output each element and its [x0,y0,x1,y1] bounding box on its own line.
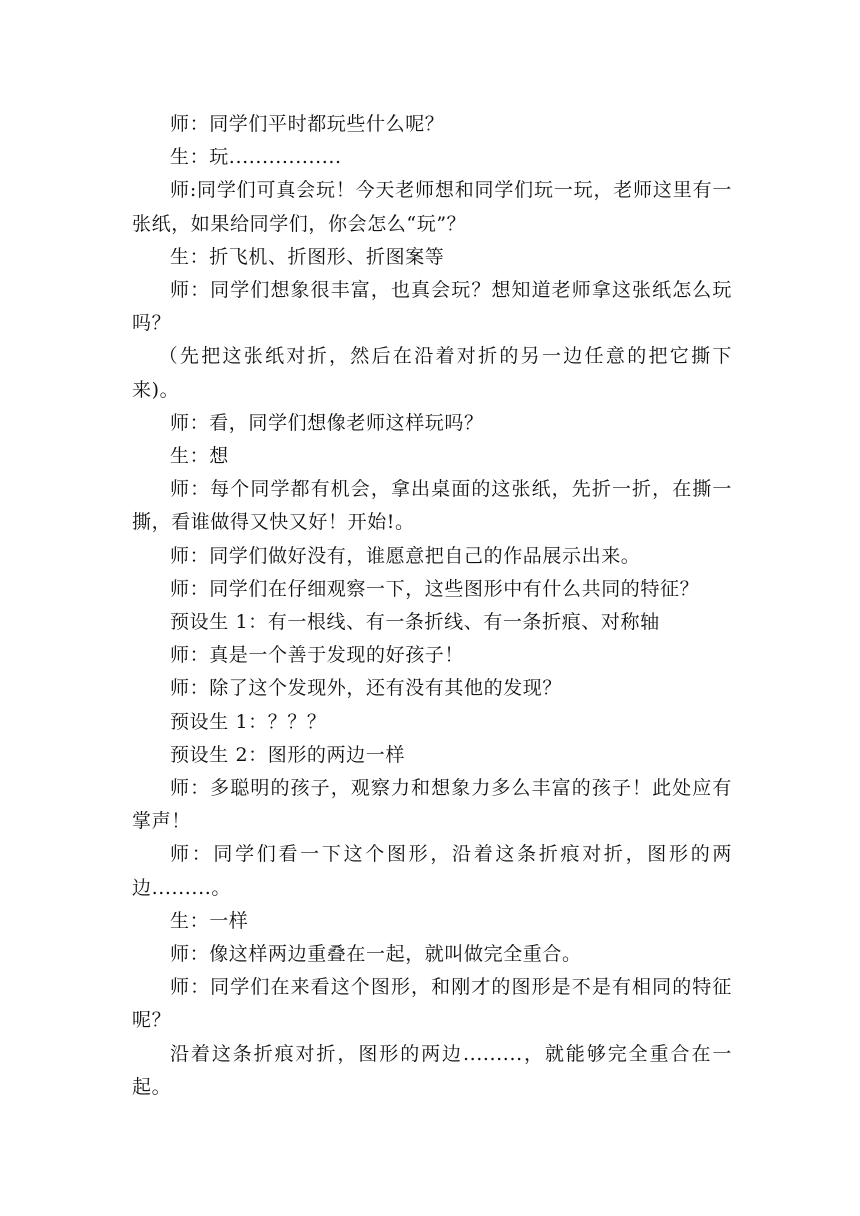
paragraph: 生：一样 [170,909,249,932]
paragraph: 预设生 1：？？？ [170,710,327,733]
paragraph: 师：同学们在来看这个图形，和刚才的图形是不是有相同的特征呢？ [132,976,732,1032]
paragraph: 师：同学们想象很丰富，也真会玩？想知道老师拿这张纸怎么玩吗？ [132,279,732,335]
paragraph: （先把这张纸对折，然后在沿着对折的另一边任意的把它撕下来)。 [132,345,732,401]
paragraph: 师：同学们在仔细观察一下，这些图形中有什么共同的特征？ [170,577,700,600]
paragraph: 师:同学们可真会玩！今天老师想和同学们玩一玩，老师这里有一张纸，如果给同学们，你会怎么“玩”？ [132,179,732,235]
paragraph: 师：多聪明的孩子，观察力和想象力多么丰富的孩子！此处应有掌声！ [132,777,732,833]
paragraph: 沿着这条折痕对折，图形的两边.........，就能够完全重合在一起。 [132,1042,732,1098]
paragraph: 师：看，同学们想像老师这样玩吗？ [170,411,484,434]
paragraph: 师：同学们平时都玩些什么呢？ [170,113,445,135]
paragraph: 师：像这样两边重叠在一起，就叫做完全重合。 [170,943,582,966]
document-body [132,108,732,1104]
paragraph: 师：除了这个发现外，还有没有其他的发现？ [170,677,563,700]
paragraph: 师：同学们做好没有，谁愿意把自己的作品展示出来。 [170,544,641,567]
paragraph: 师：每个同学都有机会，拿出桌面的这张纸，先折一折，在撕一撕，看谁做得又快又好！开始!。 [132,478,732,534]
paragraph: 生：折飞机、折图形、折图案等 [170,245,445,268]
paragraph: 预设生 1：有一根线、有一条折线、有一条折痕、对称轴 [170,611,660,634]
paragraph: 师：真是一个善于发现的好孩子！ [170,644,465,667]
paragraph: 预设生 2：图形的两边一样 [170,743,405,766]
paragraph: 师：同学们看一下这个图形，沿着这条折痕对折，图形的两边.........。 [132,843,732,899]
paragraph: 生：玩................. [170,146,342,169]
paragraph: 生：想 [170,445,229,468]
